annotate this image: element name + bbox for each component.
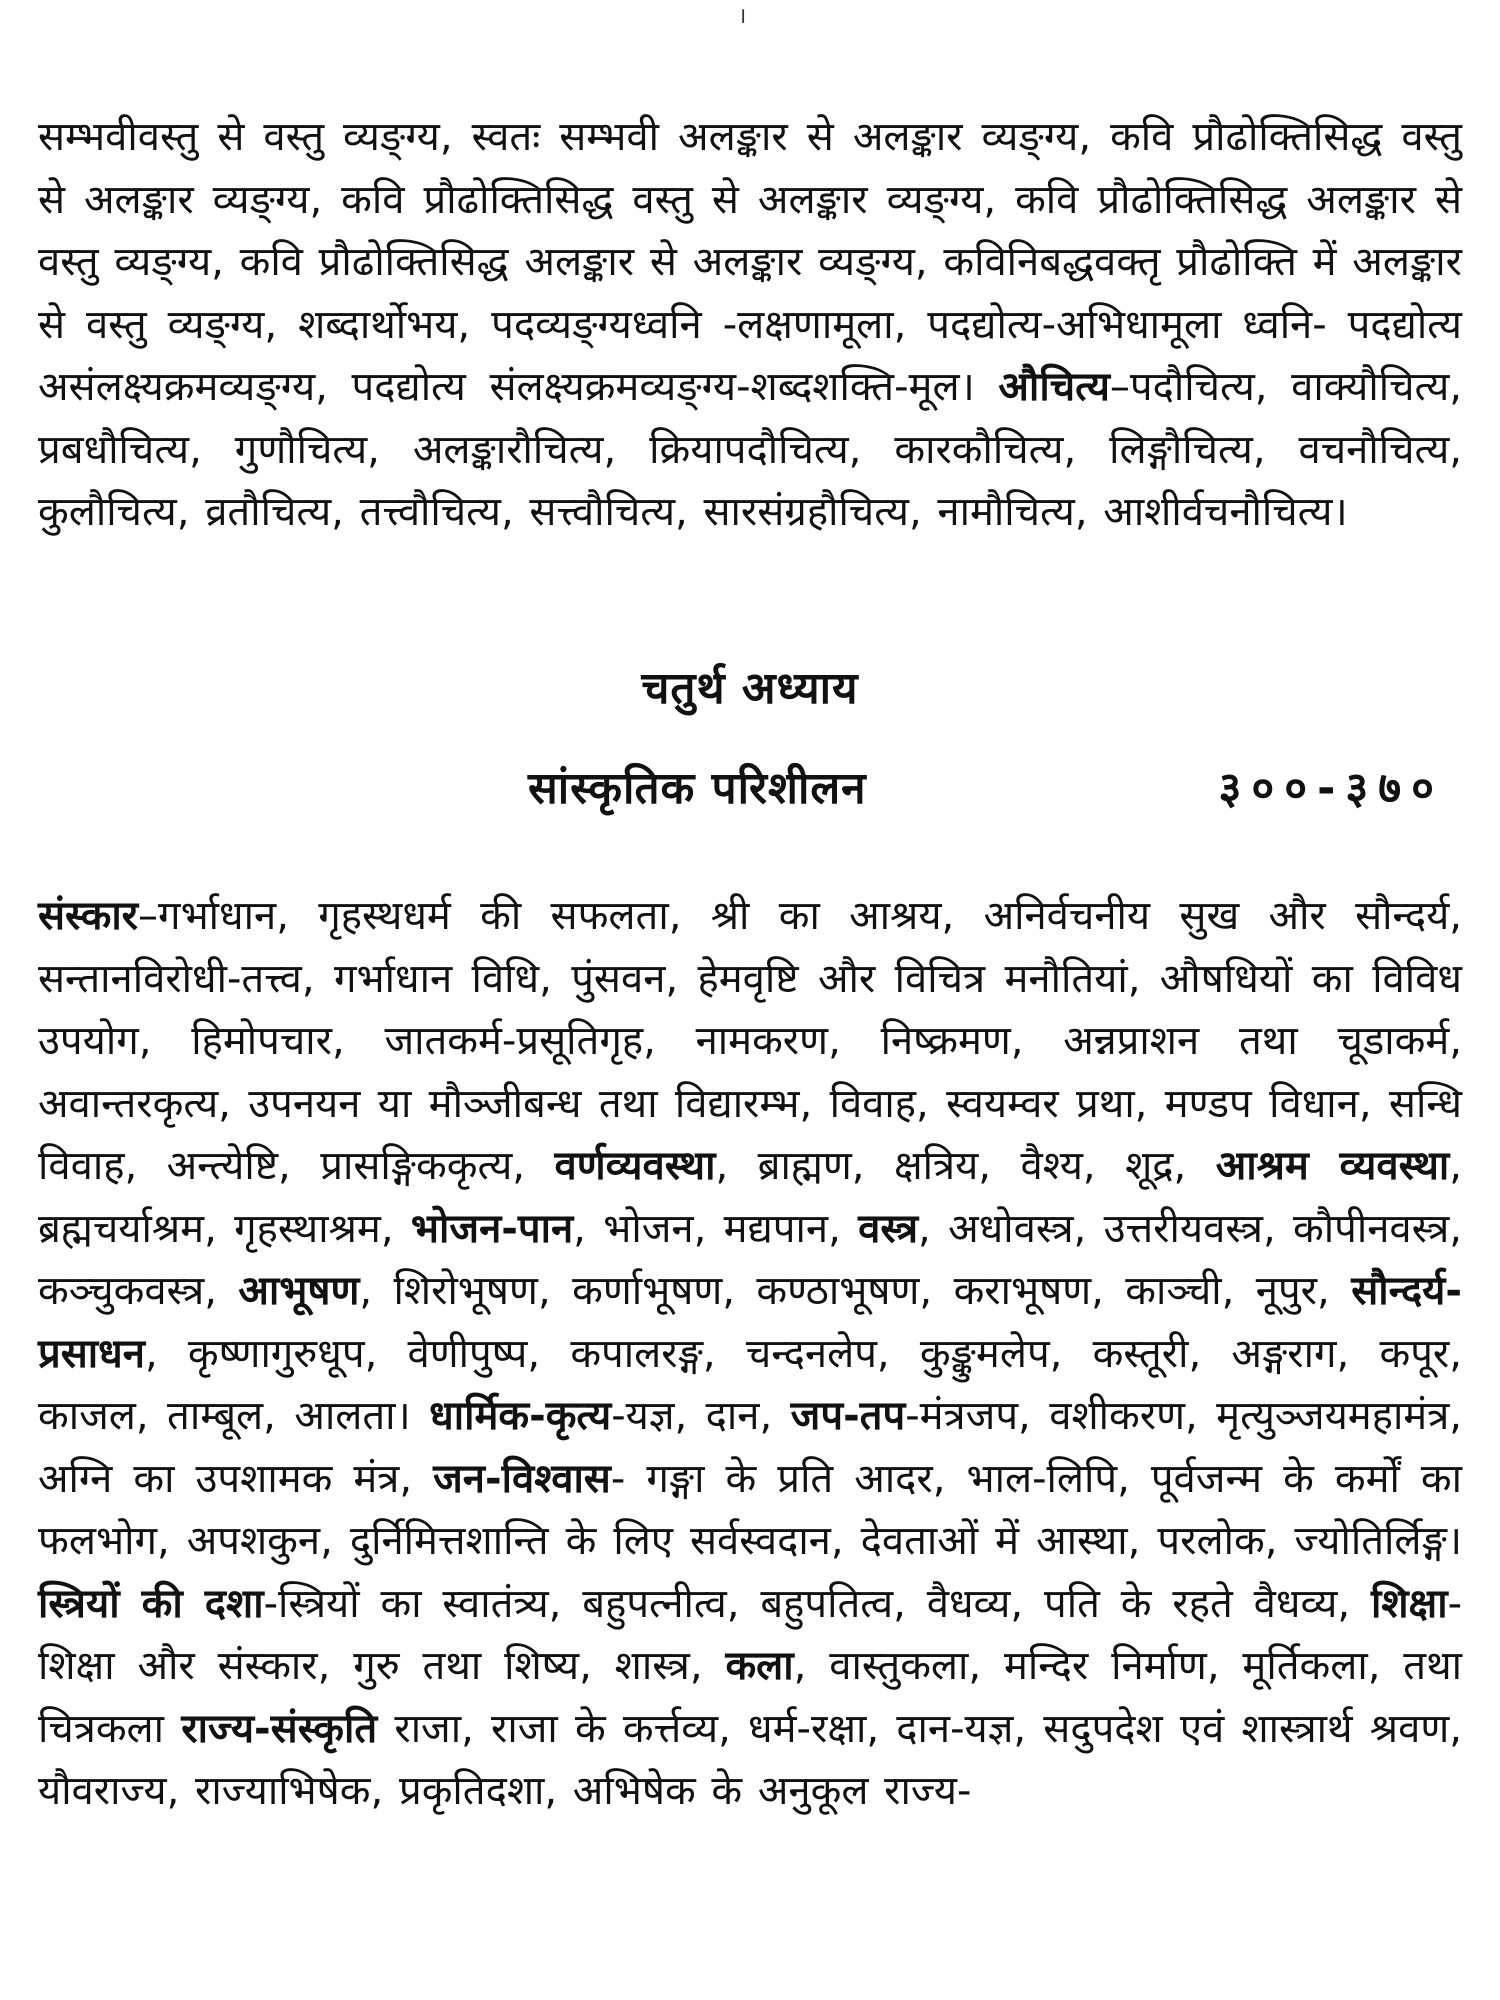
text-run: –पदौचित्य, वाक्यौचित्य, प्रबधौचित्य, गुणौचित्य, अलङ्कारौचित्य, क्रियापदौचित्य, कारकौचित्य, लिङ्गौचित्य, वचनौचित्य, कुलौचित्य, व्रतौचित्य, तत्त्वौचित्य, सत्त्वौचित्य, सारसंग्रहौचित्य, नामौचित्य, आशीर्वचनौचित्य।: [38, 364, 1462, 535]
bold-term-abhushan: आभूषण: [238, 1268, 360, 1314]
text-run: -यज्ञ, दान,: [611, 1393, 773, 1439]
bold-term-jan-vishwas: जन-विश्वास: [433, 1455, 611, 1502]
text-run: –गर्भाधान, गृहस्थधर्म की सफलता, श्री का आश्रय, अनिर्वचनीय सुख और सौन्दर्य, सन्तानविरोधी-तत्त्व, गर्भाधान विधि, पुंसवन, हेमवृष्टि और विचित्र मनौतियां, औषधियों का विविध उपयोग, हिमोपचार, जातकर्म-प्रसूतिगृह, नामकरण, निष्क्रमण, अन्नप्राशन तथा चूडाकर्म, अवान्तरकृत्य, उपनयन या मौञ्जीबन्ध तथा विद्यारम्भ, विवाह, स्वयम्वर प्रथा, मण्डप विधान, सन्धि विवाह, अन्त्येष्टि, प्रासङ्गिककृत्य,: [38, 893, 1462, 1189]
text-run: -शिक्षा और संस्कार, गुरु तथा शिष्य, शास्त्र,: [38, 1580, 1462, 1689]
bold-term-varnavyavastha: वर्णव्यवस्था: [554, 1143, 716, 1189]
bold-term-bhojan-paan: भोजन-पान: [410, 1205, 574, 1252]
text-run: -मंत्रजप, वशीकरण, मृत्युञ्जयमहामंत्र, अग्नि का उपशामक मंत्र,: [38, 1393, 1463, 1502]
text-run: - गङ्गा के प्रति आदर, भाल-लिपि, पूर्वजन्म के कर्मों का फलभोग, अपशकुन, दुर्निमित्तशान्ति के लिए सर्वस्वदान, देवताओं में आस्था, परलोक, ज्योतिर्लिङ्ग।: [38, 1455, 1462, 1564]
text-run: , शिरोभूषण, कर्णाभूषण, कण्ठाभूषण, कराभूषण, काञ्ची, नूपुर,: [359, 1268, 1330, 1314]
bold-term-rajya-sanskriti: राज्य-संस्कृति: [181, 1705, 378, 1752]
bold-term-striyon-ki-dasha: स्त्रियों की दशा: [38, 1580, 264, 1627]
text-run: राजा, राजा के कर्त्तव्य, धर्म-रक्षा, दान-यज्ञ, सदुपदेश एवं शास्त्रार्थ श्रवण, यौवराज्य, राज्याभिषेक, प्रकृतिदशा, अभिषेक के अनुकूल राज्य-: [38, 1705, 1462, 1814]
bold-term-shiksha: शिक्षा: [1370, 1580, 1448, 1627]
paragraph-sanskritik: [38, 885, 1462, 1823]
text-run: , ब्राह्मण, क्षत्रिय, वैश्य, शूद्र,: [715, 1143, 1187, 1189]
bold-term-kala: कला: [725, 1643, 794, 1689]
top-margin-mark: ।: [738, 4, 747, 29]
section-title: सांस्कृतिक परिशीलन: [528, 763, 867, 814]
paragraph-dhvani-auchitya: [38, 106, 1462, 544]
chapter-title: चतुर्थ अध्याय: [641, 663, 859, 714]
page-range: ३००-३७०: [1218, 763, 1444, 814]
text-run: , कृष्णागुरुधूप, वेणीपुष्प, कपालरङ्ग, चन्दनलेप, कुङ्कुमलेप, कस्तूरी, अङ्गराग, कपूर, काजल, ताम्बूल, आलता।: [38, 1330, 1462, 1439]
bold-term-ashram-vyavastha: आश्रम व्यवस्था: [1215, 1143, 1450, 1189]
text-run: , भोजन, मद्यपान,: [573, 1205, 841, 1252]
bold-term-vastra: वस्त्र: [858, 1205, 919, 1252]
bold-term-jap-tap: जप-तप: [790, 1393, 906, 1439]
text-run: , ब्रह्मचर्याश्रम, गृहस्थाश्रम,: [38, 1143, 1463, 1252]
bold-term-saundarya-prasadhan: सौन्दर्य- प्रसाधन: [38, 1268, 1462, 1377]
bold-term-sanskar: संस्कार: [38, 893, 139, 939]
bold-term-dharmik-kritya: धार्मिक-कृत्य: [429, 1393, 612, 1439]
text-run: सम्भवीवस्तु से वस्तु व्यङ्ग्य, स्वतः सम्भवी अलङ्कार से अलङ्कार व्यङ्ग्य, कवि प्रौढोक्तिसिद्ध वस्तु से अलङ्कार व्यङ्ग्य, कवि प्रौढोक्तिसिद्ध वस्तु से अलङ्कार व्यङ्ग्य, कवि प्रौढोक्तिसिद्ध अलङ्कार से वस्तु व्यङ्ग्य, कवि प्रौढोक्तिसिद्ध अलङ्कार से अलङ्कार व्यङ्ग्य, कविनिबद्धवक्तृ प्रौढोक्ति में अलङ्कार से वस्तु व्यङ्ग्य, शब्दार्थोभय, पदव्यङ्ग्यध्वनि -लक्षणामूला, पदद्योत्य-अभिधामूला ध्वनि- पदद्योत्य असंलक्ष्यक्रमव्यङ्ग्य, पदद्योत्य संलक्ष्यक्रमव्यङ्ग्य-शब्दशक्ति-मूल।: [38, 114, 1462, 410]
text-run: , अधोवस्त्र, उत्तरीयवस्त्र, कौपीनवस्त्र, कञ्चुकवस्त्र,: [38, 1205, 1462, 1314]
bold-term-auchitya: औचित्य: [998, 364, 1110, 410]
text-run: , वास्तुकला, मन्दिर निर्माण, मूर्तिकला, तथा चित्रकला: [38, 1643, 1462, 1752]
text-run: -स्त्रियों का स्वातंत्र्य, बहुपत्नीत्व, बहुपतित्व, वैधव्य, पति के रहते वैधव्य,: [263, 1580, 1351, 1627]
document-page: [38, 0, 1462, 2000]
